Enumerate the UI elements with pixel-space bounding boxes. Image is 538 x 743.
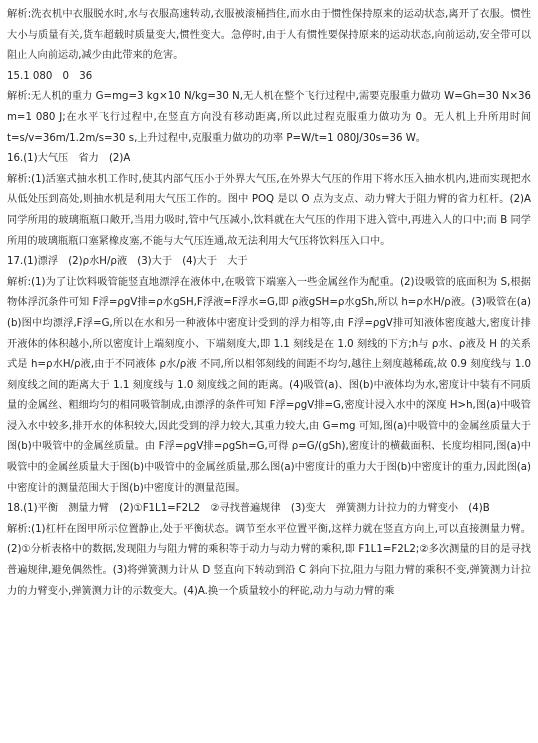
analysis-17: 解析:(1)为了让饮料吸管能竖直地漂浮在液体中,在吸管下端塞入一些金属丝作为配重。(2)设吸管的底面积为 S,根据物体浮沉条件可知 F浮=ρgV排=ρ水gSH,F浮液=F浮水=G,即 ρ液gSH=ρ水gSh,所以 h=ρ水H/ρ液。(3)吸管在(a)(b)图中均漂浮,F浮=G,所以在水和另一种液体中密度计受到的浮力相等,由 F浮=ρgV排可知液体密度越大,密度计排开液体的体积越小,所以密度计上端刻度小、下端刻度大,即 1.1 刻线是在 1.0 刻线的下方;h与 ρ水、ρ液及 H 的关系式是 h=ρ水H/ρ液,由于不同液体 ρ水/ρ液 不同,所以相邻刻线的间距不均匀,越往上刻度越稀疏,故 0.9 刻度线与 1.0 刻度线之间的距离大于 1.1 刻度线与 1.0 刻度线之间的距离。(4)吸管(a)、图(b)中液体均为水,密度计中装有不同质量的金属丝、粗细均匀的相同吸管制成,由漂浮的条件可知 F浮=ρgV排=G,密度计浸入水中的深度 H>h,图(a)中吸管浸入水中较多,排开水的体积较大,因此受到的浮力较大,其重力较大,由 G=mg 可知,图(a)中吸管中的金属丝质量大于图(b)中吸管中的金属丝质量。由 F浮=ρgV排=ρgSh=G,可得 ρ=G/(gSh),密度计的横截面积、长度均相同,图(a)中吸管中的金属丝质量大于图(b)中吸管中的金属丝质量,那么图(a)中密度计的重力大于图(b)中密度计的重力,因此图(a)中密度计的测量范围大于图(b)中密度计的测量范围。: [7, 276, 531, 494]
analysis-16: 解析:(1)活塞式抽水机工作时,使其内部气压小于外界大气压,在外界大气压的作用下将水压入抽水机内,进而实现把水从低处压到高处,则抽水机是利用大气压工作的。图中 POQ 是以 O 点为支点、动力臂大于阻力臂的省力杠杆。(2)A 同学所用的玻璃瓶瓶口敞开,当用力吸时,管中气压减小,饮料就在大气压的作用下进入管中,再进入人的口中;而 B 同学所用的玻璃瓶瓶口塞紧橡皮塞,不能与大气压连通,故无法利用大气压将饮料压入口中。: [7, 173, 531, 247]
analysis-15: 解析:无人机的重力 G=mg=3 kg×10 N/kg=30 N,无人机在整个飞行过程中,需要克服重力做功 W=Gh=30 N×36 m=1 080 J;在水平飞行过程中,在竖直方向没有移动距离,所以此过程克服重力做功为 0。无人机上升所用时间 t=s/v=36m/1.2m/s=30 s,上升过程中,克服重力做功的功率 P=W/t=1 080J/30s=36 W。: [7, 91, 531, 144]
answer-15: 15.1 080 0 36: [7, 70, 93, 82]
analysis-14: 解析:洗衣机中衣服脱水时,水与衣服高速转动,衣服被滚桶挡住,而水由于惯性保持原来的运动状态,离开了衣服。惯性大小与质量有关,货车超载时质量变大,惯性变大。急停时,由于人有惯性要保持原来的运动状态,向前运动,安全带可以阻止人向前运动,减少由此带来的危害。: [7, 9, 531, 62]
analysis-18: 解析:(1)杠杆在图甲所示位置静止,处于平衡状态。调节至水平位置平衡,这样力就在竖直方向上,可以直接测量力臂。(2)①分析表格中的数据,发现阻力与阻力臂的乘积等于动力与动力臂的乘积,即 F1L1=F2L2;②多次测量的目的是寻找普遍规律,避免偶然性。(3)将弹簧测力计从 D 竖直向下转动到沿 C 斜向下拉,阻力与阻力臂的乘积不变,弹簧测力计拉力的力臂变小,弹簧测力计的示数变大。(4)A.换一个质量较小的秤砣,动力与动力臂的乘: [7, 523, 531, 597]
answer-18: 18.(1)平衡 测量力臂 (2)①F1L1=F2L2 ②寻找普遍规律 (3)变大 弹簧测力计拉力的力臂变小 (4)B: [7, 503, 490, 515]
answer-17: 17.(1)漂浮 (2)ρ水H/ρ液 (3)大于 (4)大于 大于: [7, 256, 248, 268]
answer-16: 16.(1)大气压 省力 (2)A: [7, 153, 131, 165]
